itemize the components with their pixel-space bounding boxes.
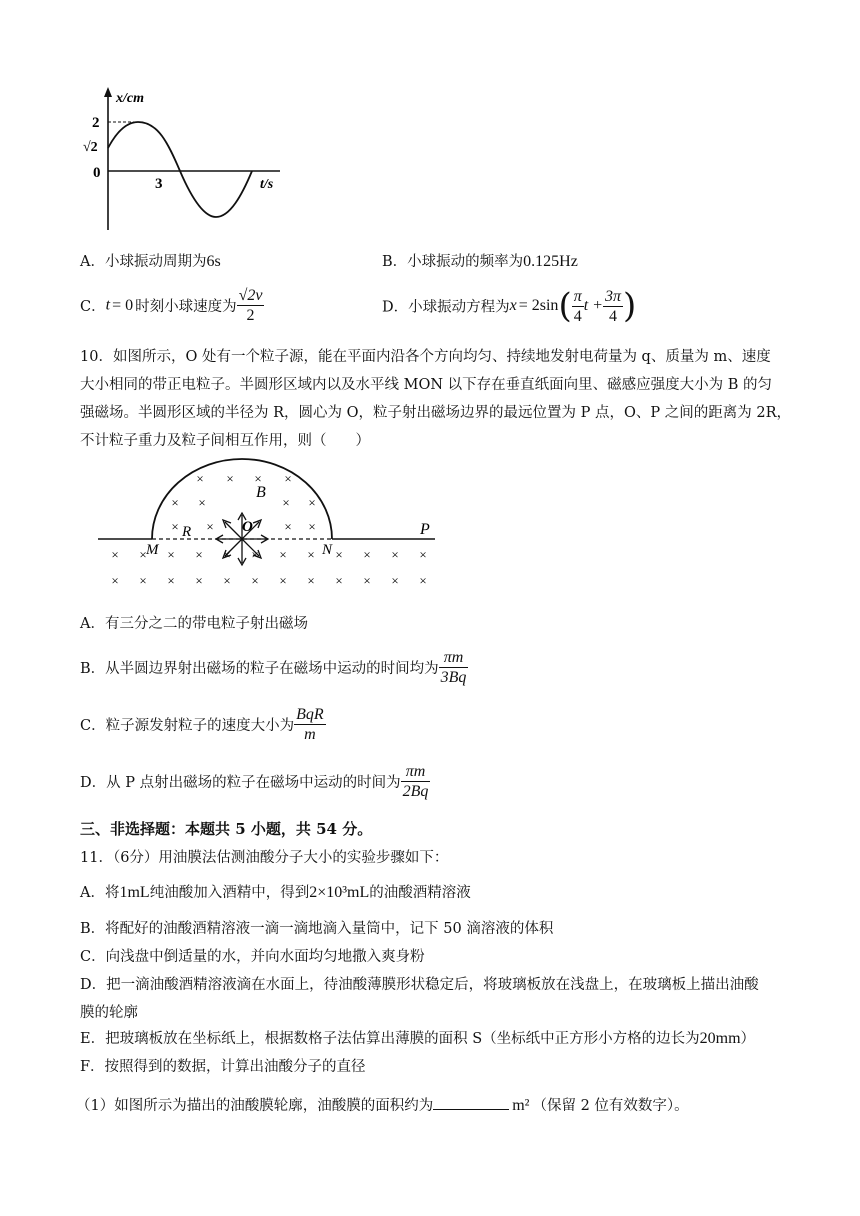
q9-option-a-value: 6s <box>206 253 221 270</box>
tick-sqrt2-label: √2 <box>83 140 98 155</box>
field-cross: × <box>335 547 343 562</box>
label-n: N <box>322 542 333 558</box>
field-cross: × <box>391 547 399 562</box>
q10-option-d-num: πm <box>401 762 431 782</box>
y-axis-label: x/cm <box>116 91 144 106</box>
q9-option-a <box>80 250 221 271</box>
q11-step-a-prefix: A．将 <box>80 885 120 901</box>
field-cross: × <box>196 471 204 486</box>
q9-option-d-f1-den: 4 <box>573 307 582 325</box>
q10-stem-line-1: 10．如图所示，O 处有一个粒子源，能在平面内沿各个方向均匀、持续地发射电荷量为 q、质量为 m、速度 <box>80 349 771 365</box>
q10-option-c-den: m <box>304 726 316 743</box>
field-cross: × <box>195 573 203 588</box>
q9-option-c-prefix: C． <box>80 299 106 315</box>
field-cross: × <box>167 573 175 588</box>
field-cross: × <box>363 547 371 562</box>
field-cross: × <box>308 519 316 534</box>
q11-sub1-answer-blank[interactable] <box>433 1095 509 1110</box>
q9-option-d-x: x <box>509 297 517 314</box>
q10-stem-line-2: 大小相同的带正电粒子。半圆形区域内以及水平线 MON 以下存在垂直纸面向里、磁感应强度大小为 B 的匀 <box>80 377 773 393</box>
magnetic-field-diagram <box>90 455 450 595</box>
q11-sub1-unit: m² <box>512 1097 530 1114</box>
q10-option-c <box>80 705 326 744</box>
q10-option-d-den: 2Bq <box>402 783 429 800</box>
q9-option-d-fraction-1 <box>572 287 584 326</box>
field-cross: × <box>223 547 231 562</box>
field-cross: × <box>206 519 214 534</box>
q10-option-c-fraction <box>294 705 326 744</box>
q9-option-c-numerator: √2v <box>238 287 263 304</box>
y-axis-arrow <box>104 87 112 97</box>
q9-option-d-eq: = 2sin <box>518 297 559 314</box>
field-crosses <box>111 471 426 588</box>
label-m: M <box>146 542 159 558</box>
q10-option-d-fraction <box>401 762 431 801</box>
q9-option-a-text: A．小球振动周期为 <box>80 254 207 270</box>
q11-step-e-text: E．把玻璃板放在坐标纸上，根据数格子法估算出薄膜的面积 S（坐标纸中正方形小方格的边长为 <box>80 1031 700 1047</box>
q10-stem-line-3: 强磁场。半圆形区域的半径为 R，圆心为 O，粒子射出磁场边界的最远位置为 P 点，O、P 之间的距离为 2R， <box>80 405 791 421</box>
field-cross: × <box>391 573 399 588</box>
label-r: R <box>182 524 192 540</box>
field-cross: × <box>284 471 292 486</box>
q9-option-b <box>382 250 578 271</box>
field-cross: × <box>254 471 262 486</box>
q10-option-b-den: 3Bq <box>440 669 467 686</box>
field-cross: × <box>363 573 371 588</box>
field-cross: × <box>195 547 203 562</box>
q11-sub1-text: （1）如图所示为描出的油酸膜轮廓，油酸膜的面积约为 <box>76 1098 434 1114</box>
q11-step-f: F．按照得到的数据，计算出油酸分子的直径 <box>80 1059 366 1075</box>
field-cross: × <box>335 573 343 588</box>
field-cross: × <box>223 573 231 588</box>
q9-option-d-text: D．小球振动方程为 <box>382 299 510 316</box>
field-cross: × <box>307 547 315 562</box>
field-cross: × <box>171 519 179 534</box>
field-cross: × <box>284 519 292 534</box>
field-cross: × <box>307 573 315 588</box>
q11-step-a-mid: 纯油酸加入酒精中，得到 <box>149 885 310 901</box>
q11-step-b: B．将配好的油酸酒精溶液一滴一滴地滴入量筒中，记下 50 滴溶液的体积 <box>80 921 554 937</box>
q11-step-a-post: 的油酸酒精溶液 <box>369 885 471 901</box>
q10-option-b-fraction <box>439 648 469 687</box>
q10-option-d <box>80 762 430 801</box>
q11-step-a-volume: 1mL <box>119 884 150 901</box>
field-cross: × <box>308 495 316 510</box>
field-cross: × <box>226 471 234 486</box>
field-cross: × <box>279 547 287 562</box>
q9-option-c-fraction <box>237 286 265 325</box>
q11-step-d-line-1: D．把一滴油酸酒精溶液滴在水面上，待油酸薄膜形状稳定后，将玻璃板放在浅盘上，在玻璃板上描出油酸 <box>80 977 759 993</box>
field-cross: × <box>279 573 287 588</box>
q11-sub-question-1 <box>76 1094 689 1115</box>
field-cross: × <box>198 495 206 510</box>
q10-stem-line-4: 不计粒子重力及粒子间相互作用，则（ ） <box>80 433 370 449</box>
q11-step-a <box>80 881 471 902</box>
q9-option-d-f1-num: π <box>573 287 582 305</box>
x-axis-label: t/s <box>260 177 274 192</box>
tick-3-label: 3 <box>155 176 163 192</box>
field-cross: × <box>167 547 175 562</box>
field-cross: × <box>139 573 147 588</box>
field-cross: × <box>111 573 119 588</box>
q10-option-c-num: BqR <box>296 706 324 723</box>
label-b: B <box>256 484 266 501</box>
q9-option-d-t: t + <box>583 297 603 314</box>
label-p: P <box>420 521 430 538</box>
q9-option-c-text: 时刻小球速度为 <box>135 299 237 315</box>
q9-option-b-text: B．小球振动的频率为 <box>382 254 524 270</box>
q10-option-a: A．有三分之二的带电粒子射出磁场 <box>80 616 308 632</box>
field-cross: × <box>419 547 427 562</box>
field-cross: × <box>251 547 259 562</box>
q11-step-a-solution-volume: 2×10³mL <box>309 884 370 901</box>
q11-step-e-value: 20mm <box>699 1030 741 1047</box>
q10-option-b <box>80 648 468 687</box>
q9-option-c <box>80 286 264 325</box>
q10-option-d-text: D．从 P 点射出磁场的粒子在磁场中运动的时间为 <box>80 775 401 791</box>
q10-option-b-num: πm <box>439 648 469 668</box>
q9-option-d-rparen: ) <box>622 286 637 326</box>
tick-0-label: 0 <box>93 165 101 181</box>
field-cross: × <box>139 547 147 562</box>
tick-2-label: 2 <box>92 115 100 131</box>
q11-sub1-post: （保留 2 位有效数字）。 <box>532 1098 689 1114</box>
q9-option-d-lparen: ( <box>558 286 572 326</box>
section-3-heading: 三、非选择题：本题共 5 小题，共 54 分。 <box>80 820 373 838</box>
q11-step-c: C．向浅盘中倒适量的水，并向水面均匀地撒入爽身粉 <box>80 949 425 965</box>
q11-step-d-line-2: 膜的轮廓 <box>80 1005 138 1021</box>
q11-step-e <box>80 1027 755 1048</box>
sine-curve <box>108 122 252 217</box>
q9-option-c-t: t <box>105 296 111 314</box>
displacement-time-graph <box>80 85 290 235</box>
field-cross: × <box>111 547 119 562</box>
q11-intro: 11．（6分）用油膜法估测油酸分子大小的实验步骤如下： <box>80 850 449 866</box>
q9-option-c-denominator: 2 <box>246 307 255 324</box>
q9-option-d-fraction-2 <box>603 287 623 326</box>
q10-option-b-text: B．从半圆边界射出磁场的粒子在磁场中运动的时间均为 <box>80 661 439 677</box>
q9-option-d-f2-num: 3π <box>604 287 621 305</box>
q9-option-d <box>382 286 636 326</box>
q9-option-d-f2-den: 4 <box>608 307 617 325</box>
field-cross: × <box>251 573 259 588</box>
q9-option-b-value: 0.125Hz <box>523 253 578 270</box>
field-cross: × <box>282 495 290 510</box>
field-cross: × <box>171 495 179 510</box>
q9-option-c-eq: = 0 <box>112 296 134 314</box>
q11-step-e-post: ） <box>740 1031 756 1047</box>
q10-option-c-text: C．粒子源发射粒子的速度大小为 <box>80 718 295 734</box>
label-o: O <box>242 519 253 535</box>
field-cross: × <box>419 573 427 588</box>
